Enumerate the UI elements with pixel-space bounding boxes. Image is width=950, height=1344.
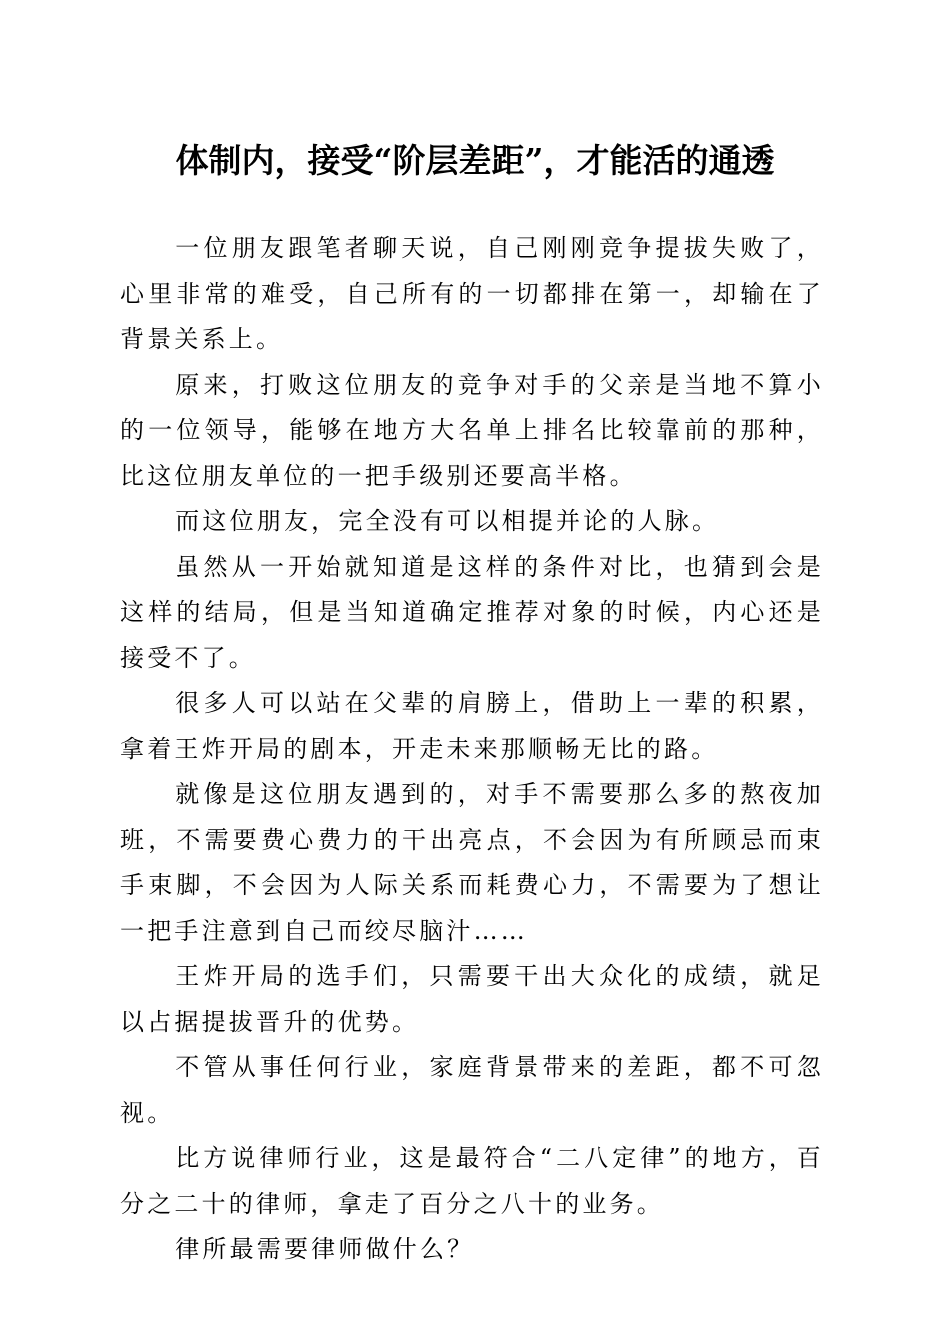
paragraph: 不管从事任何行业，家庭背景带来的差距，都不可忽视。 xyxy=(120,1053,824,1127)
paragraph: 就像是这位朋友遇到的，对手不需要那么多的熬夜加班，不需要费心费力的干出亮点，不会因为有所顾忌而束手束脚，不会因为人际关系而耗费心力，不需要为了想让一把手注意到自己而绞尽脑汁…… xyxy=(120,780,824,945)
paragraph: 一位朋友跟笔者聊天说，自己刚刚竞争提拔失败了，心里非常的难受，自己所有的一切都排在第一，却输在了背景关系上。 xyxy=(120,234,824,353)
document-body xyxy=(120,226,824,1273)
document-title: 体制内，接受“阶层差距”，才能活的通透 xyxy=(175,141,775,180)
paragraph: 虽然从一开始就知道是这样的条件对比，也猜到会是这样的结局，但是当知道确定推荐对象的时候，内心还是接受不了。 xyxy=(120,552,824,672)
paragraph: 原来，打败这位朋友的竞争对手的父亲是当地不算小的一位领导，能够在地方大名单上排名比较靠前的那种，比这位朋友单位的一把手级别还要高半格。 xyxy=(120,370,824,490)
paragraph: 律所最需要律师做什么？ xyxy=(175,1235,475,1263)
paragraph: 比方说律师行业，这是最符合“二八定律”的地方，百分之二十的律师，拿走了百分之八十的业务。 xyxy=(120,1144,824,1218)
paragraph: 很多人可以站在父辈的肩膀上，借助上一辈的积累，拿着王炸开局的剧本，开走未来那顺畅无比的路。 xyxy=(120,689,824,763)
paragraph: 王炸开局的选手们，只需要干出大众化的成绩，就足以占据提拔晋升的优势。 xyxy=(120,962,824,1036)
paragraph: 而这位朋友，完全没有可以相提并论的人脉。 xyxy=(175,507,720,535)
